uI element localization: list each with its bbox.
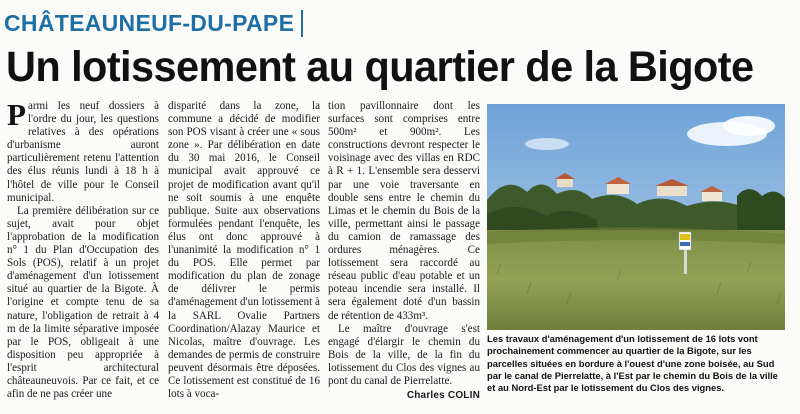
article-column-3 — [328, 100, 480, 410]
drop-cap: P — [7, 100, 26, 132]
byline: Charles COLIN — [406, 390, 480, 402]
kicker-divider — [301, 10, 303, 37]
paragraph-text: armi les neuf dossiers à l'ordre du jour, les questions relatives à des opérations d'urbanisme auront particulièrement retenu l'attention des élus réunis lundi à 18 h à l'hôtel de ville pour le Conseil municipal. — [7, 100, 159, 204]
paragraph: Le maître d'ouvrage s'est engagé d'élargir le chemin du Bois de la ville, de la fin du lotissement du Clos des vignes au pont du canal de Pierrelatte. — [328, 322, 480, 387]
paragraph — [7, 100, 159, 205]
photo-caption: Les travaux d'aménagement d'un lotissement de 16 lots vont prochainement commencer au quartier de la Bigote, sur les parcelles situées en bordure à l'ouest d'une zone boisée, au Sud par le canal de Pierrelatte, à l'Est par le chemin du Bois de la ville et au Nord-Est par le lotissement du Clos des vignes. — [487, 333, 778, 394]
kicker-text: CHÂTEAUNEUF-DU-PAPE — [4, 9, 295, 36]
paragraph: tion pavillonnaire dont les surfaces sont comprises entre 500m² et 900m². Les constructions devront respecter le voisinage avec des villas en RDC à R + 1. L'ensemble sera desservi par une voie traversante en double sens entre le chemin du Limas et le chemin du Bois de la ville, permettant ainsi le passage du camion de ramassage des ordures ménagères. Ce lotissement sera raccordé au réseau public d'eau potable et un poteau incendie sera installé. Il sera également doté d'un bassin de rétention de 433m³. — [328, 100, 480, 322]
paragraph: disparité dans la zone, la commune a décidé de modifier son POS visant à créer une « sous zone ». Par délibération en date du 30 mai 2016, le Conseil municipal avait approuvé ce projet de modification avant qu'il ne soit soumis à une enquête publique. Suite aux observations formulées pendant l'enquête, les élus ont donc approuvé à l'unanimité la modification n° 1 du POS. Elle permet par modification du plan de zonage de délivrer le permis d'aménagement d'un lotissement à la SARL Ovalie Partners Coordination/Alazay Maurice et Nicolas, maître d'ouvrage. Les demandes de permis de construire peuvent désormais être déposées. Ce lotissement est constitué de 16 lots à voca- — [168, 100, 320, 401]
article-photo — [487, 104, 785, 330]
paragraph: La première délibération sur ce sujet, avait pour objet l'approbation de la modification n° 1 du Plan d'Occupation des Sols (POS), relatif à un projet d'aménagement d'un lotissement situé au quartier de la Bigote. À l'origine et compte tenu de sa nature, l'obligation de retrait à 4 m de la limite séparative imposée par le POS, obligeait à une disposition peu appropriée à l'esprit architectural châteauneuvois. Par ce fait, et ce afin de ne pas créer une — [7, 204, 159, 401]
kicker — [4, 4, 303, 42]
article-column-1 — [7, 100, 159, 410]
headline: Un lotissement au quartier de la Bigote — [6, 43, 754, 91]
article-column-2 — [168, 100, 320, 410]
landscape-photo — [487, 104, 785, 330]
